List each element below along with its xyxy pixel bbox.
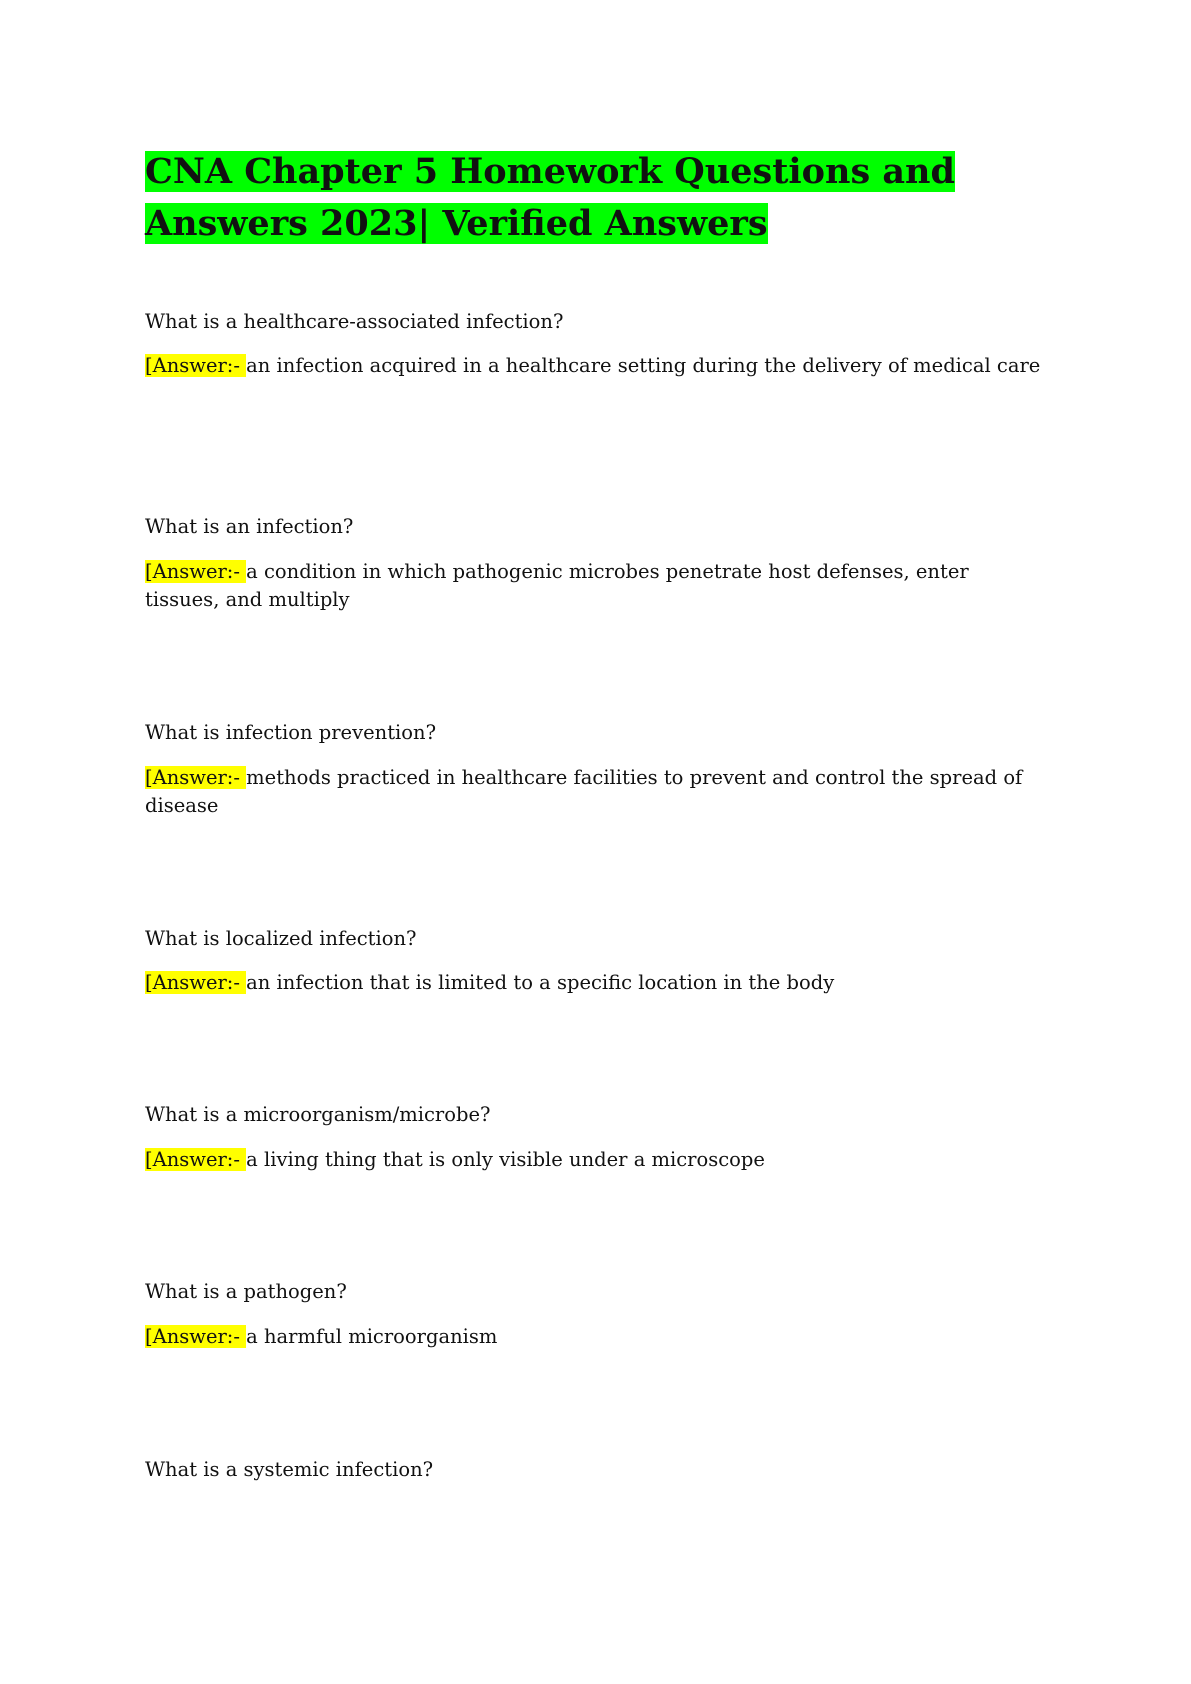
- answer: [145, 352, 1045, 380]
- document-title: [145, 146, 1045, 250]
- answer-text: an infection that is limited to a specific location in the body: [246, 971, 835, 994]
- answer-prefix: [Answer:-: [145, 560, 247, 583]
- question: What is a microorganism/microbe?: [145, 1103, 491, 1126]
- answer-text: methods practiced in healthcare facilities to prevent and control the spread of disease: [145, 766, 1023, 817]
- answer-prefix: [Answer:-: [145, 766, 247, 789]
- question: What is a healthcare-associated infection?: [145, 310, 564, 333]
- answer: [145, 969, 1045, 997]
- answer: [145, 1323, 1045, 1351]
- answer-prefix: [Answer:-: [145, 354, 247, 377]
- answer-text: a condition in which pathogenic microbes penetrate host defenses, enter tissues, and multiply: [145, 560, 969, 611]
- question: What is infection prevention?: [145, 721, 437, 744]
- question: What is a pathogen?: [145, 1280, 347, 1303]
- question: What is an infection?: [145, 515, 354, 538]
- title-line-2: Answers 2023| Verified Answers: [145, 203, 768, 244]
- answer-prefix: [Answer:-: [145, 1325, 247, 1348]
- answer-prefix: [Answer:-: [145, 971, 247, 994]
- answer-prefix: [Answer:-: [145, 1148, 247, 1171]
- title-line-1: CNA Chapter 5 Homework Questions and: [145, 151, 955, 192]
- answer-text: a harmful microorganism: [246, 1325, 498, 1348]
- answer: [145, 1146, 1045, 1174]
- answer-text: a living thing that is only visible under a microscope: [246, 1148, 765, 1171]
- question: What is localized infection?: [145, 927, 417, 950]
- answer: [145, 558, 1045, 614]
- answer: [145, 764, 1045, 820]
- answer-text: an infection acquired in a healthcare setting during the delivery of medical care: [246, 354, 1041, 377]
- question: What is a systemic infection?: [145, 1458, 434, 1481]
